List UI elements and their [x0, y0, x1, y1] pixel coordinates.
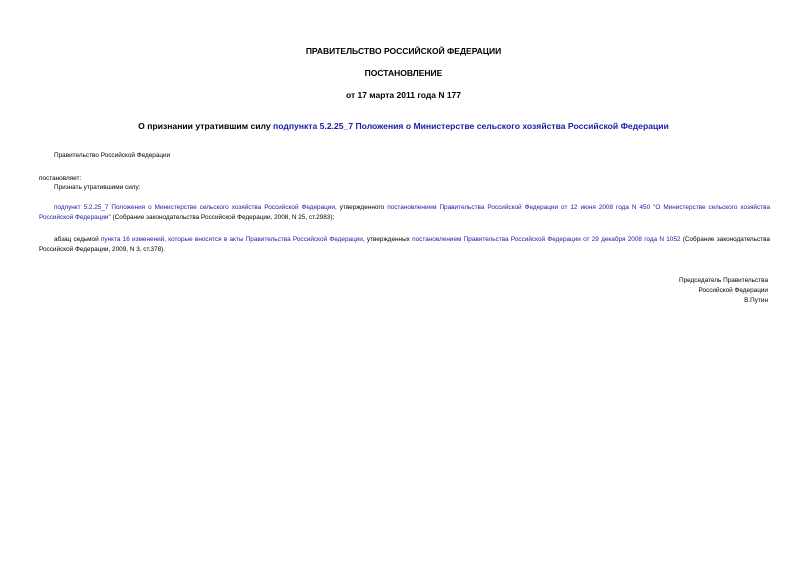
intro-text: Правительство Российской Федерации [54, 152, 171, 159]
signature-block [679, 276, 768, 306]
document-title [0, 121, 807, 132]
signature-name: В.Путин [744, 297, 768, 304]
item2-link-decree[interactable]: постановлением Правительства Российской Федерации от 29 декабря 2008 года N 1052 [412, 236, 681, 243]
government-header: ПРАВИТЕЛЬСТВО РОССИЙСКОЙ ФЕДЕРАЦИИ [305, 46, 502, 56]
decrees-text: постановляет: [39, 175, 82, 182]
item2-text-approved: , утвержденных [362, 236, 413, 243]
item2-link-changes[interactable]: пункта 16 изменений, которые вносятся в акты Правительства Российской Федерации [100, 236, 363, 243]
title-prefix: О признании утратившим силу [138, 121, 274, 131]
item1-link-decree[interactable]: постановлением Правительства Российской Федерации от 12 июня 2008 года N 450 "О Министерстве сельского хозяйства Российской Федерации" [39, 204, 770, 221]
declare-text: Признать утратившими силу: [54, 184, 141, 191]
item1-text: , утвержденного [334, 204, 388, 211]
item-paragraph-2 [39, 235, 770, 254]
signature-title: Председатель Правительства [679, 277, 768, 284]
title-link[interactable]: подпункта 5.2.25_7 Положения о Министерстве сельского хозяйства Российской Федерации [273, 121, 669, 131]
document-type: ПОСТАНОВЛЕНИЕ [364, 68, 443, 78]
item2-text: абзац седьмой [54, 236, 101, 243]
item-paragraph-1 [39, 203, 770, 222]
item1-source: (Собрание законодательства Российской Федерации, 2008, N 25, ст.2983); [110, 213, 335, 221]
signature-organization: Российской Федерации [698, 287, 768, 294]
document-date-number: от 17 марта 2011 года N 177 [345, 90, 462, 100]
item1-link-subclause[interactable]: подпункт 5.2.25_7 Положения о Министерстве сельского хозяйства Российской Федерации [54, 204, 335, 211]
item2-source: (Собрание законодательства Российской Федерации, 2009, N 3, ст.378). [39, 236, 770, 253]
